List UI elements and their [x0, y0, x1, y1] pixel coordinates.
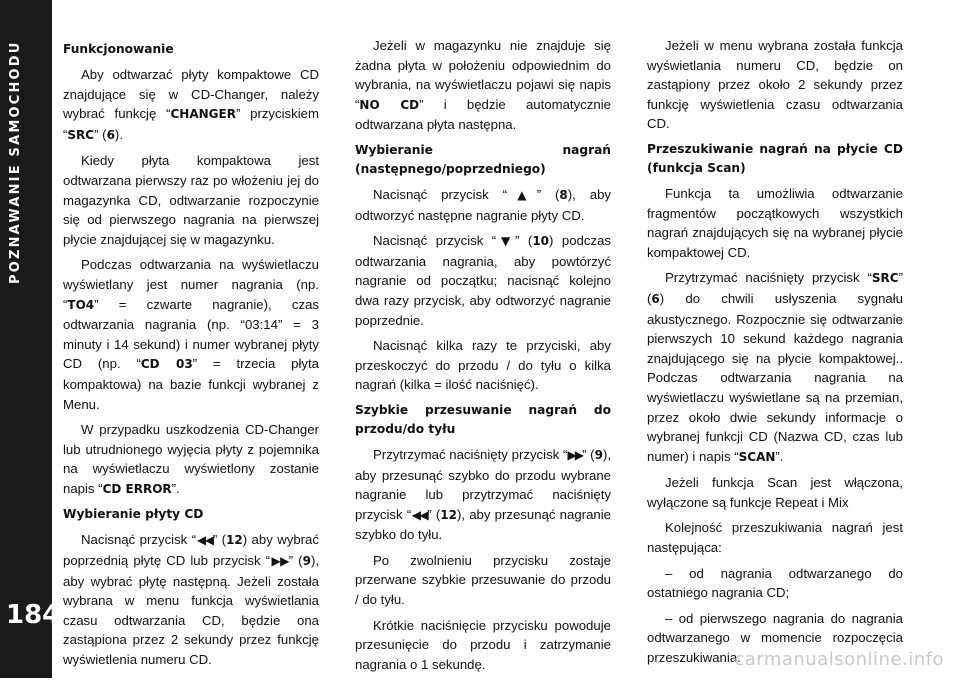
text: Nacisnąć przycisk “ [81, 532, 197, 548]
text: Przytrzymać naciśnięty przycisk “ [665, 270, 872, 286]
text: ” = trzecia płyta kompaktowa) na bazie funkcji wybranej z Menu. [63, 356, 319, 412]
text: ” ( [582, 446, 595, 462]
down-arrow-icon: ▼ [496, 234, 516, 249]
text: ) podczas odtwarzania nagrania, aby powtórzyć nagranie od początku; nacisnąć kolejno dwa razy przycisk, aby odtworzyć nagranie poprzednie. [355, 233, 611, 328]
column-3 [647, 36, 903, 674]
text: ” ( [94, 126, 107, 142]
text: ” ( [536, 186, 560, 202]
paragraph: Funkcja ta umożliwia odtwarzanie fragmentów początkowych wszystkich nagrań znajdujących się na wybranej płycie kompaktowej CD. [647, 185, 903, 260]
rewind-icon: ◀◀ [196, 533, 213, 548]
paragraph: Nacisnąć kilka razy te przyciski, aby przeskoczyć do przodu / do tyłu o kilka nagrań (kilka = ilość naciśnięć). [355, 338, 611, 393]
text: Nacisnąć przycisk “ [373, 233, 497, 249]
button-number: 9 [302, 554, 311, 569]
text: ), aby przesunąć nagranie szybko do tyłu. [355, 506, 612, 543]
fast-forward-icon: ▶▶ [270, 554, 289, 569]
text: ) do chwili usłyszenia sygnału akustycznego. Rozpocznie się odtwarzanie pierwszych 10 sekund każdego nagrania znajdującego się na płycie kompaktowej.. Podczas odtwarzania nagrania na wyświetlaczu wyświetlane są na przemian, przez około dwie sekundy informacje o wybranej funkcji CD (Nazwa CD, czas lub numer) i napis “ [647, 290, 903, 464]
button-number: 12 [440, 507, 457, 522]
src-label: SRC [67, 127, 95, 142]
column-2 [355, 36, 611, 680]
button-number: 12 [226, 533, 243, 548]
paragraph [355, 36, 611, 135]
text: ” ( [288, 553, 303, 569]
paragraph [355, 231, 611, 330]
text: ). [114, 126, 123, 142]
paragraph [63, 255, 319, 414]
display-code: CD 03 [140, 357, 193, 372]
paragraph: Krótkie naciśnięcie przycisku powoduje przesunięcie do przodu i zatrzymanie nagrania o 1 sekundę. [355, 617, 611, 672]
paragraph [355, 445, 611, 545]
text: ) aby wybrać poprzednią płytę CD lub przycisk “ [63, 532, 319, 569]
watermark: carmanualsonline.info [734, 649, 944, 670]
text: Podczas odtwarzania na wyświetlaczu wyświetlany jest numer nagrania (np. “ [63, 257, 319, 312]
display-code: CD ERROR [102, 481, 172, 496]
paragraph [63, 530, 319, 669]
text: ” ( [212, 532, 227, 548]
text: ” ( [515, 233, 533, 249]
paragraph [63, 65, 319, 145]
heading-szybkie-przesuwanie: Szybkie przesuwanie nagrań do przodu/do tyłu [355, 402, 611, 436]
button-number: 8 [559, 187, 568, 202]
changer-label: CHANGER [170, 107, 236, 122]
button-number: 10 [532, 234, 550, 249]
paragraph: Po zwolnieniu przycisku zostaje przerwane szybkie przesuwanie do przodu / do tyłu. [355, 552, 611, 608]
src-label: SRC [871, 271, 899, 286]
text: Przytrzymać naciśnięty przycisk “ [373, 446, 568, 462]
paragraph [355, 185, 611, 225]
text: ” i będzie automatycznie odtwarzana płyta następna. [355, 96, 611, 133]
heading-scan: Przeszukiwanie nagrań na płycie CD (funkcja Scan) [647, 141, 903, 175]
page-number: 184 [6, 600, 61, 630]
fast-forward-icon: ▶▶ [567, 447, 583, 462]
paragraph: Jeżeli funkcja Scan jest włączona, wyłączone są funkcje Repeat i Mix [647, 475, 903, 510]
text: ), aby wybrać płytę następną. Jeżeli została wybrana w menu funkcja wyświetlania czasu odtwarzania CD, będzie ona zastąpiona przez 2 sekundy przez funkcję wyświetlenia numeru CD. [63, 553, 319, 668]
text: ”. [171, 480, 180, 496]
up-arrow-icon: ▲ [507, 187, 537, 202]
display-code: TO4 [67, 297, 95, 312]
paragraph: Jeżeli w menu wybrana została funkcja wyświetlania numeru CD, będzie on zastąpiony przez około 2 sekundy przez funkcję wyświetlenia czasu odtwarzania CD. [647, 38, 903, 132]
text: ” ( [427, 506, 441, 522]
column-1 [63, 36, 319, 676]
heading-wybieranie-nagran: Wybieranie nagrań (następnego/poprzedniego) [355, 142, 611, 176]
paragraph: – od pierwszego nagrania do nagrania odtwarzanego w momencie rozpoczęcia przeszukiwania. [647, 610, 903, 666]
heading-funkcjonowanie: Funkcjonowanie [63, 42, 174, 56]
text: ), aby odtworzyć następne nagranie płyty CD. [355, 186, 611, 223]
button-number: 6 [651, 291, 660, 306]
rewind-icon: ◀◀ [411, 507, 428, 522]
button-number: 6 [106, 127, 115, 142]
text: Jeżeli w magazynku nie znajduje się żadna płyta w położeniu odpowiednim do wybrania, na wyświetlaczu pojawi się napis “ [355, 38, 611, 112]
text: ” ( [647, 270, 903, 306]
text: W przypadku uszkodzenia CD-Changer lub utrudnionego wyjęcia płyty z pojemnika na wyświetlaczu wyświetlony zostanie napis “ [63, 422, 319, 496]
paragraph [63, 420, 319, 499]
display-code: NO CD [359, 97, 420, 112]
section-title: POZNAWANIE SAMOCHODU [8, 40, 23, 284]
paragraph: Kolejność przeszukiwania nagrań jest następująca: [647, 520, 903, 556]
text: ), aby przesunąć szybko do przodu wybrane nagranie lub przytrzymać naciśnięty przycisk “ [355, 446, 611, 522]
button-number: 9 [594, 447, 603, 462]
heading-wybieranie-plyty: Wybieranie płyty CD [63, 507, 204, 522]
text: ” przyciskiem “ [63, 106, 319, 142]
text: ”. [775, 448, 784, 464]
text: Nacisnąć przycisk “ [373, 186, 508, 202]
text: ” = czwarte nagranie), czas odtwarzania nagrania (np. “03:14” = 3 minuty i 14 sekund) i numer wybranej płyty CD (np. “ [63, 296, 319, 372]
sidebar [0, 0, 61, 678]
text: Aby odtwarzać płyty kompaktowe CD znajdujące się w CD-Changer, należy wybrać funkcję “ [63, 67, 319, 122]
display-code: SCAN [738, 449, 776, 464]
paragraph: Kiedy płyta kompaktowa jest odtwarzana pierwszy raz po włożeniu jej do magazynka CD, odtwarzanie rozpoczynie się od pierwszego nagrania na pierwszej płycie znajdującej się w magazynku. [63, 153, 319, 247]
paragraph [647, 268, 903, 467]
paragraph: – od nagrania odtwarzanego do ostatniego nagrania CD; [647, 565, 903, 601]
